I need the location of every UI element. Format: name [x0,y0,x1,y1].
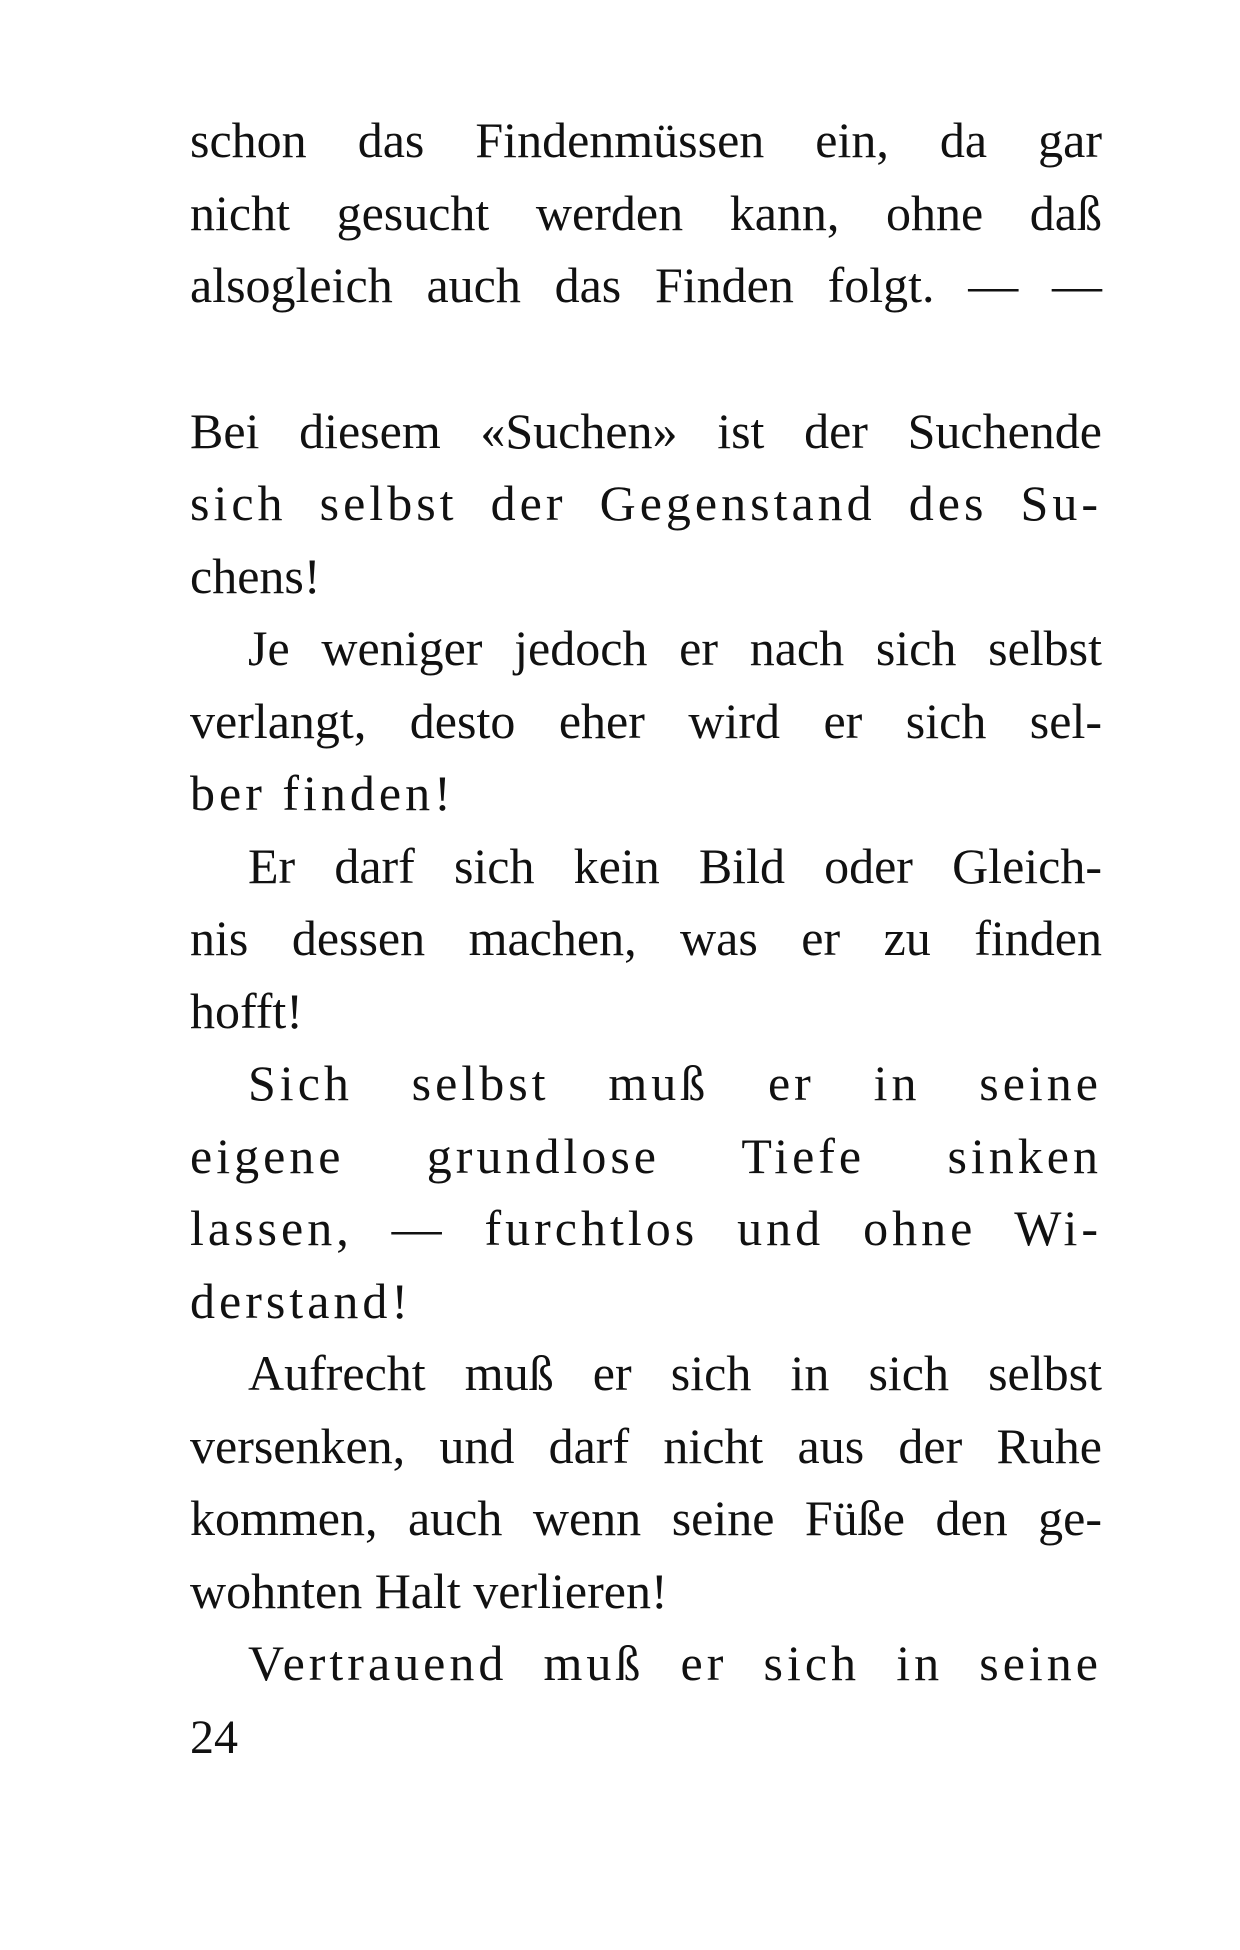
text-line: hofft! [190,982,303,1039]
paragraph-break [190,322,1102,395]
text-line: nis dessen machen, was er zu finden [190,910,1102,966]
text-line: nicht gesucht werden kann, ohne daß [190,184,1102,241]
text-line: wohnten Halt verlieren! [190,1562,668,1619]
text-line: lassen, — furchtlos und ohne Wi- [190,1200,1102,1256]
text-line: alsogleich auch das Finden folgt. — — [190,257,1102,313]
text-line: chens! [190,547,321,604]
text-line: Aufrecht muß er sich in sich selbst [248,1345,1102,1401]
text-line: Je weniger jedoch er nach sich selbst [248,620,1102,676]
text-line: ber finden! [190,765,455,821]
text-line: Sich selbst muß er in seine [248,1055,1102,1111]
text-line: versenken, und darf nicht aus der Ruhe [190,1417,1102,1474]
body-text [190,104,1102,1700]
text-line: Er darf sich kein Bild oder Gleich- [248,837,1102,894]
text-line: sich selbst der Gegenstand des Su- [190,475,1102,531]
page-number: 24 [190,1711,238,1764]
text-line: schon das Findenmüssen ein, da gar [190,112,1102,168]
text-line: verlangt, desto eher wird er sich sel- [190,692,1102,749]
text-line: derstand! [190,1272,413,1329]
text-line: Bei diesem «Suchen» ist der Suchende [190,402,1102,459]
text-line: eigene grundlose Tiefe sinken [190,1127,1102,1184]
text-line: Vertrauend muß er sich in seine [248,1635,1102,1691]
text-line: kommen, auch wenn seine Füße den ge- [190,1490,1102,1546]
